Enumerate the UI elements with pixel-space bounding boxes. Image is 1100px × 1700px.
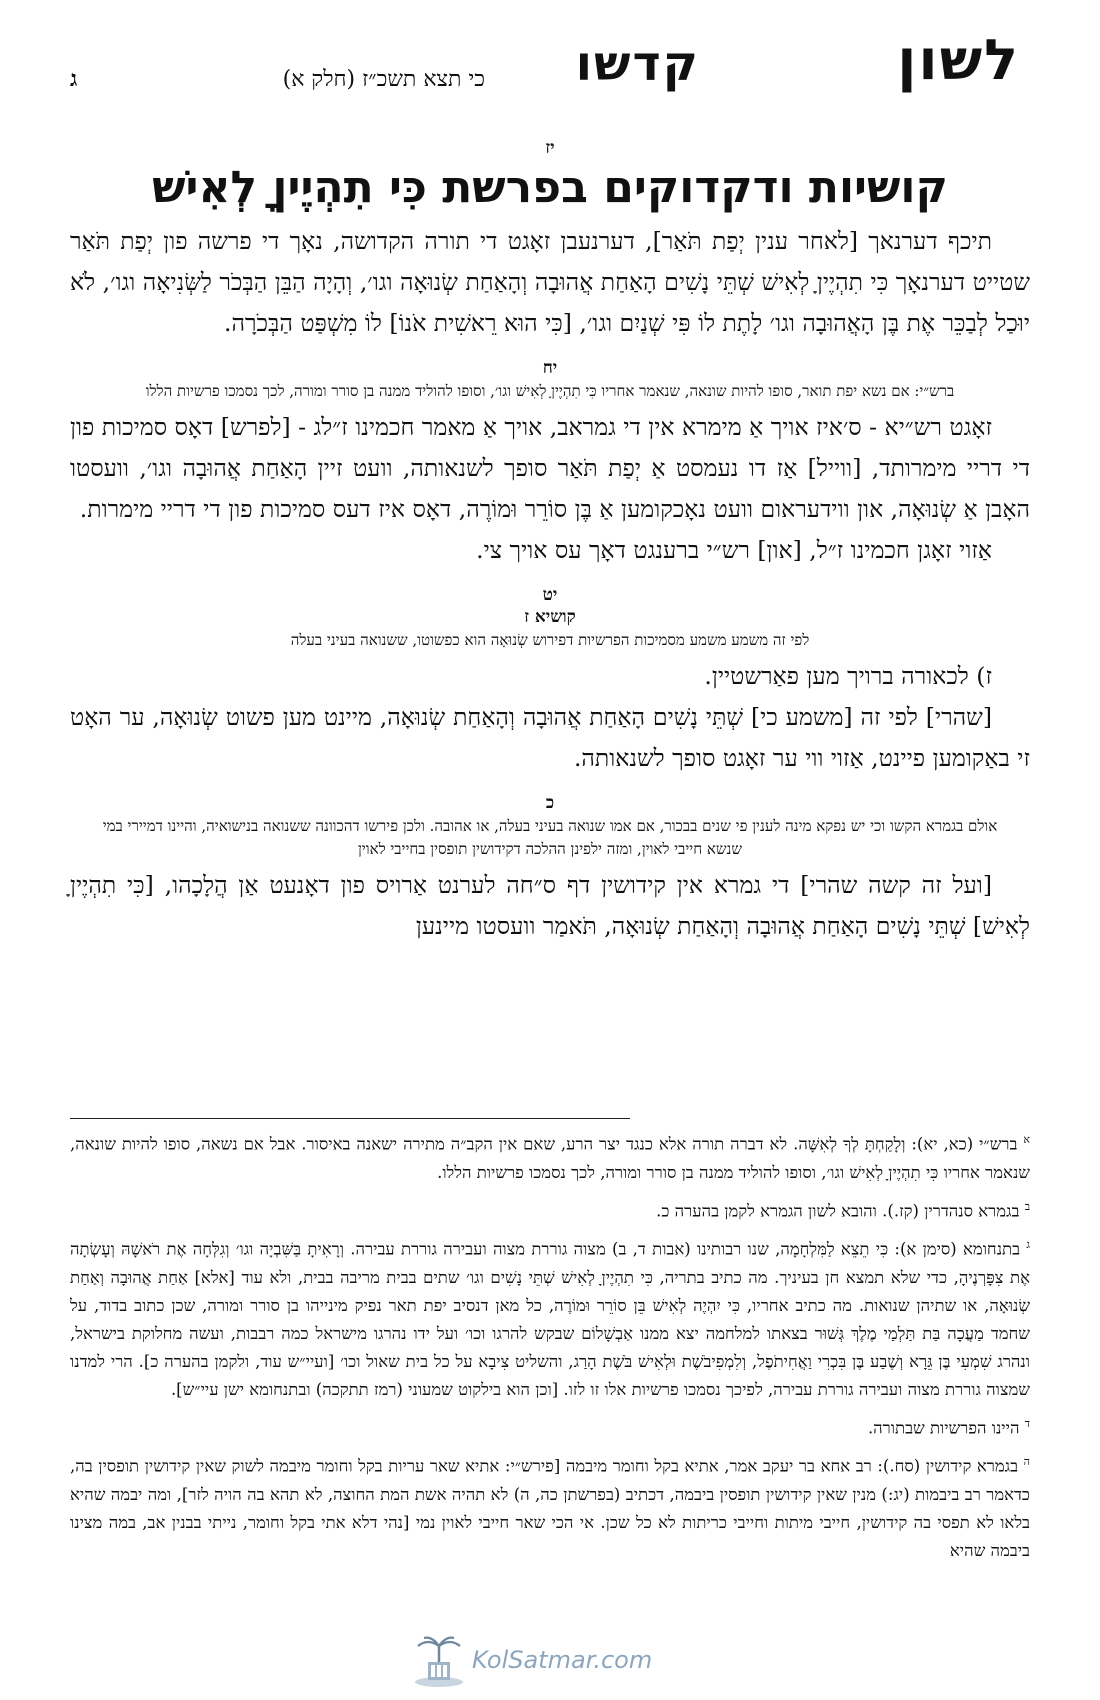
footnote-divider	[70, 1118, 630, 1119]
footnote	[70, 1231, 1030, 1404]
footnote-text: בגמרא קידושין (סח.): רב אחא בר יעקב אמר, אתיא בקל וחומר מיבמה [פירש״י: אתיא שאר עריות בקל וחומר מיבמה לשוק שאין קידושין תופסין בה, כדאמר רב ביבמות (יג:) מנין שאין קידושין תופסין ביבמה, דכתיב (בפרשתן כה, ה) לא תהיה אשת המת החוצה, לא תהא בה הויה לזר], ומה יבמה שהיא בלאו לא תפסי בה קידושין, חייבי מיתות וחייבי כריתות לא כל שכן. אי הכי שאר חייבי לאוין נמי [נהי דלא אתי בקל וחומר, נייתי בבנין אב, במה מצינו ביבמה שהיא	[70, 1456, 1031, 1560]
section-number-17: יז	[545, 138, 555, 158]
section-title: קושיות ודקדוקים בפרשת כִּי תִהְיֶיןָ לְאִישׁ	[152, 162, 948, 213]
paragraph-18b: אַזוי זאָגן חכמינו ז״ל, [און] רש״י ברענגט דאָך עס אויך צי.	[476, 536, 992, 564]
footnote-text: בגמרא סנהדרין (קז.). והובא לשון הגמרא לקמן בהערה כ.	[656, 1201, 1020, 1220]
header-title-center: קדשו	[575, 36, 700, 92]
section-number-19: יט	[542, 585, 558, 605]
footnote-text: ברש״י (כא, יא): וְלָקַחְתָּ לְךָ לְאִשָּׁה. לא דברה תורה אלא כנגד יצר הרע, שאם אין הקב״ה מתירה ישאנה באיסור. אבל אם נשאה, סופו להיות שונאה, שנאמר אחריו כִּי תִהְיֶיןָ לְאִישׁ וגו׳, וסופו להוליד ממנה בן סורר ומורה, לכך נסמכו פרשיות הללו.	[70, 1134, 1030, 1182]
footnote	[70, 1193, 1030, 1226]
palm-tree-logo-icon	[410, 1632, 468, 1690]
main-text	[70, 132, 1030, 947]
question-label: קושיא ז	[524, 607, 576, 627]
watermark-text: KolSatmar.com	[472, 1646, 653, 1674]
section-number-20: כ	[545, 793, 555, 813]
paragraph-19a: ז) לכאורה ברויך מען פאַרשטיין.	[704, 662, 992, 690]
footnote	[70, 1448, 1030, 1565]
footnote-text: בתנחומא (סימן א): כִּי תֵצֵא לַמִּלְחָמָה, שנו רבותינו (אבות ד, ב) מצוה גוררת מצוה ועבירה גוררת עבירה. וְרָאִיתָ בַּשִּׁבְיָה וגו׳ וְגִלְּחָה אֶת רֹאשָׁהּ וְעָשְׂתָה אֶת צִפָּרְנֶיהָ, כדי שלא תמצא חן בעיניך. מה כתיב בתריה, כִּי תִהְיֶיןָ לְאִישׁ שְׁתֵּי נָשִׁים וגו׳ שתים בבית מריבה בבית, ולא עוד [אלא] אַחַת אֲהוּבָה וְאַחַת שְׂנוּאָה, או שתיהן שנואות. מה כתיב אחריו, כִּי יִהְיֶה לְאִישׁ בֵּן סוֹרֵר וּמוֹרֶה, כל מאן דנסיב יפת תאר נפיק מינייהו בן סורר ומורה, שכן כתוב בדוד, על שחמד מַעֲכָה בַּת תַּלְמַי מֶלֶךְ גְּשׁוּר בצאתו למלחמה יצא ממנו אַבְשָׁלוֹם שבקש להרגו וכו׳ ועל ידו נהרגו מישראל כמה רבבות, ועשה מחלוקת בישראל, ונהרג שִׁמְעִי בֶּן גֵּרָא וְשֶׁבַע בֶּן בִּכְרִי וַאֲחִיתֹפֶל, וְלִמְפִיבֹשֶׁת וּלְאִישׁ בֹּשֶׁת הָרַג, והשליט צִיבָא על כל בית שאול וכו׳ [ועיי״ש עוד, ולקמן בהערה כ]. הרי למדנו שמצוה גוררת מצוה ועבירה גוררת עבירה, לפיכך נסמכו פרשיות אלו זו לזו. [וכן הוא בילקוט שמעוני (רמז תתקכה) ובתנחומא ישן עיי״ש].	[70, 1239, 1030, 1399]
paragraph-19b: [שהרי] לפי זה [משמע כי] שְׁתֵּי נָשִׁים הָאַחַת אֲהוּבָה וְהָאַחַת שְׂנוּאָה, מיינט מען פשוט שְׂנוּאָה, ער האָט זי באַקומען פיינט, אַזוי ווי ער זאָגט סופך לשנאותה.	[70, 703, 1030, 772]
footnote-mark: ב	[1024, 1199, 1030, 1213]
paragraph-18a: זאָגט רש״יא - ס׳איז אויך אַ מימרא אין די גמראב, אויך אַ מאמר חכמינו ז״לג - [לפרש] דאָס סמיכות פון די דריי מימרותד, [ווייל] אַז דו נעמסט אַ יְפַת תֹּאַר סופך לשנאותה, וועט זיין הָאַחַת אֲהוּבָה וגו׳, וועסטו האָבן אַ שְׂנוּאָה, און ווידעראום וועט נאָכקומען אַ בֶּן סוֹרֵר וּמוֹרֶה, דאָס איז דעס סמיכות פון די דריי מימרות.	[70, 413, 1030, 523]
note-18: ברש״י: אם נשא יפת תואר, סופו להיות שונאה, שנאמר אחריו כִּי תִהְיֶיןָ לְאִישׁ וגו׳, וסופו להוליד ממנה בן סורר ומורה, לכך נסמכו פרשיות הללו	[145, 382, 955, 400]
paragraph-17: תיכף דערנאך [לאחר ענין יְפַת תֹּאַר], דערנעבן זאָגט די תורה הקדושה, נאָך די פרשה פון יְפַת תֹּאַר שטייט דערנאָך כִּי תִהְיֶיןָ לְאִישׁ שְׁתֵּי נָשִׁים הָאַחַת אֲהוּבָה וְהָאַחַת שְׂנוּאָה וגו׳, וְהָיָה הַבֵּן הַבְּכֹר לַשְּׂנִיאָה וגו׳, לֹא יוּכַל לְבַכֵּר אֶת בֶּן הָאֲהוּבָה וגו׳ לָתֶת לוֹ פִּי שְׁנַיִם וגו׳, [כִּי הוּא רֵאשִׁית אֹנוֹ] לוֹ מִשְׁפַּט הַבְּכֹרָה.	[70, 227, 1030, 337]
footnote-mark: ד	[1024, 1416, 1030, 1430]
footnote-mark: ג	[1026, 1238, 1031, 1251]
footnote-text: היינו הפרשיות שבתורה.	[867, 1418, 1020, 1437]
footnote-mark: א	[1023, 1133, 1030, 1146]
watermark	[410, 1632, 680, 1692]
header-subtitle: כי תצא תשכ״ז (חלק א)	[282, 67, 485, 92]
footnote-mark: ה	[1023, 1455, 1030, 1468]
footnotes	[70, 1126, 1030, 1571]
section-number-18: יח	[542, 358, 558, 378]
footnote	[70, 1410, 1030, 1443]
note-19: לפי זה משמע משמע מסמיכות הפרשיות דפירוש שְׂנוּאָה הוא כפשוטו, ששנואה בעיני בעלה	[290, 631, 810, 649]
header-title-right: לשון	[897, 28, 1020, 93]
footnote	[70, 1126, 1030, 1187]
page-header	[70, 28, 1030, 118]
paragraph-20: [ועל זה קשה שהרי] די גמרא אין קידושין דף ס״חה לערנט אַרויס פון דאָנעט אַן הֲלָכָהו, [כִּי תִהְיֶיןָ לְאִישׁ] שְׁתֵּי נָשִׁים הָאַחַת אֲהוּבָה וְהָאַחַת שְׂנוּאָה, תֹּאמַר וועסטו מיינען	[70, 871, 1030, 940]
page-number: ג	[70, 66, 78, 92]
note-20: אולם בגמרא הקשו וכי יש נפקא מינה לענין פי שנים בבכור, אם אמו שנואה בעיני בעלה, או אהובה. ולכן פירשו דהכוונה ששנואה בנישואיה, והיינו דמיירי במי שנשא חייבי לאוין, ומזה ילפינן ההלכה דקידושין תופסין בחייבי לאוין	[102, 817, 998, 858]
